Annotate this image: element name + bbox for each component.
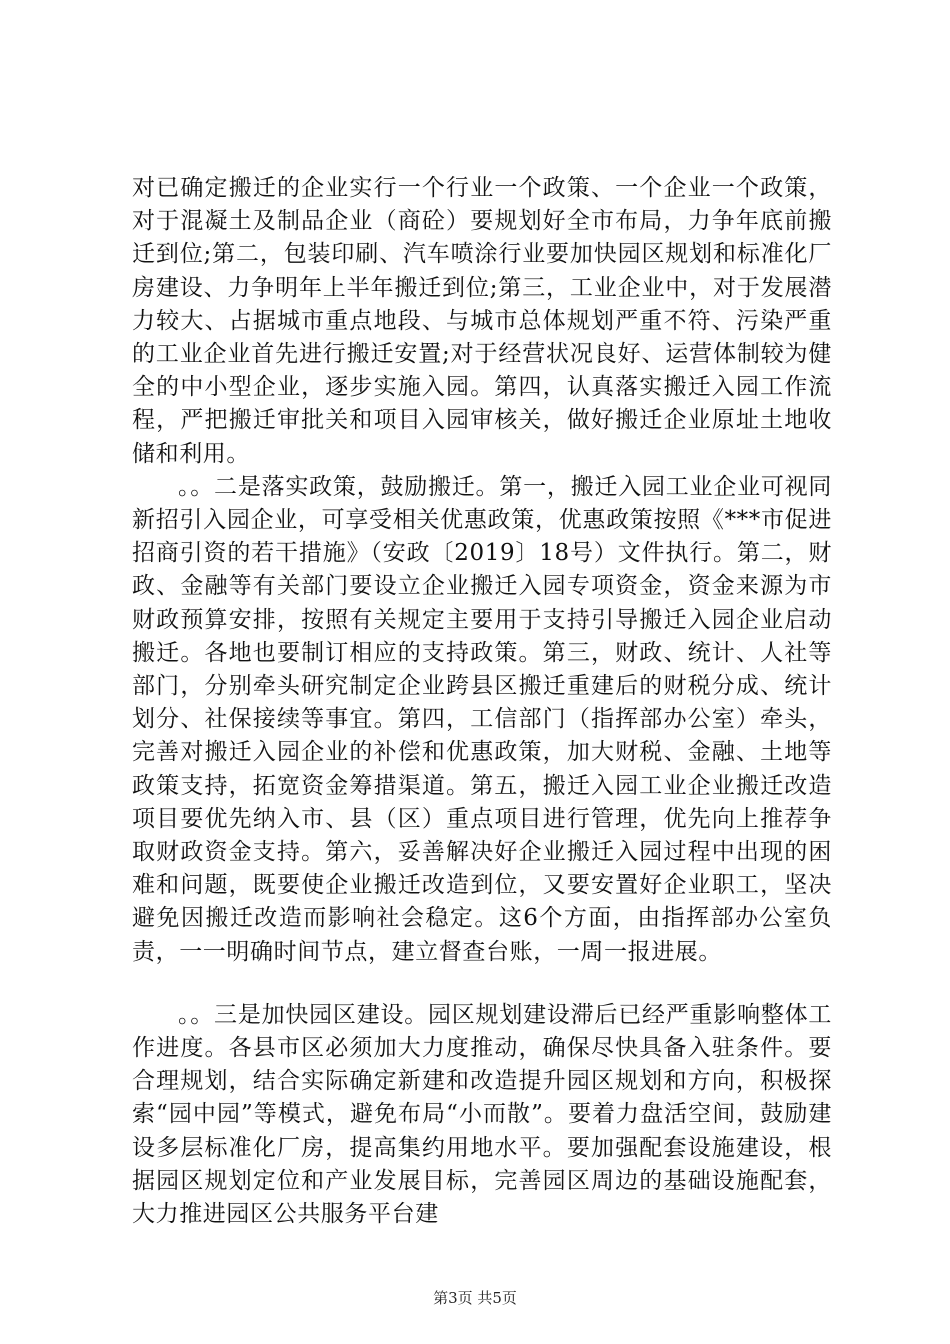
- paragraph-park-construction: 。。三是加快园区建设。园区规划建设滞后已经严重影响整体工作进度。各县市区必须加大力度推动，确保尽快具备入驻条件。要合理规划，结合实际确定新建和改造提升园区规划和方向，积极探索“园中园”等模式，避免布局“小而散”。要着力盘活空间，鼓励建设多层标准化厂房，提高集约用地水平。要加强配套设施建设，根据园区规划定位和产业发展目标，完善园区周边的基础设施配套，大力推进园区公共服务平台建: [132, 1001, 832, 1228]
- document-body: [132, 172, 832, 1231]
- paragraph-continued: 对已确定搬迁的企业实行一个行业一个政策、一个企业一个政策，对于混凝土及制品企业（商砼）要规划好全市布局，力争年底前搬迁到位;第二，包装印刷、汽车喷涂行业要加快园区规划和标准化厂房建设、力争明年上半年搬迁到位;第三，工业企业中，对于发展潜力较大、占据城市重点地段、与城市总体规划严重不符、污染严重的工业企业首先进行搬迁安置;对于经营状况良好、运营体制较为健全的中小型企业，逐步实施入园。第四，认真落实搬迁入园工作流程，严把搬迁审批关和项目入园审核关，做好搬迁企业原址土地收储和利用。: [132, 175, 832, 467]
- page-number-footer: 第3页 共5页: [433, 1289, 517, 1307]
- paragraph-policy: 。。二是落实政策，鼓励搬迁。第一，搬迁入园工业企业可视同新招引入园企业，可享受相关优惠政策，优惠政策按照《***市促进招商引资的若干措施》（安政〔2019〕18号）文件执行。第二，财政、金融等有关部门要设立企业搬迁入园专项资金，资金来源为市财政预算安排，按照有关规定主要用于支持引导搬迁入园企业启动搬迁。各地也要制订相应的支持政策。第三，财政、统计、人社等部门，分别牵头研究制定企业跨县区搬迁重建后的财税分成、统计划分、社保接续等事宜。第四，工信部门（指挥部办公室）牵头，完善对搬迁入园企业的补偿和优惠政策，加大财税、金融、土地等政策支持，拓宽资金筹措渠道。第五，搬迁入园工业企业搬迁改造项目要优先纳入市、县（区）重点项目进行管理，优先向上推荐争取财政资金支持。第六，妥善解决好企业搬迁入园过程中出现的困难和问题，既要使企业搬迁改造到位，又要安置好企业职工，坚决避免因搬迁改造而影响社会稳定。这6个方面，由指挥部办公室负责，一一明确时间节点，建立督查台账，一周一报进展。: [132, 473, 832, 965]
